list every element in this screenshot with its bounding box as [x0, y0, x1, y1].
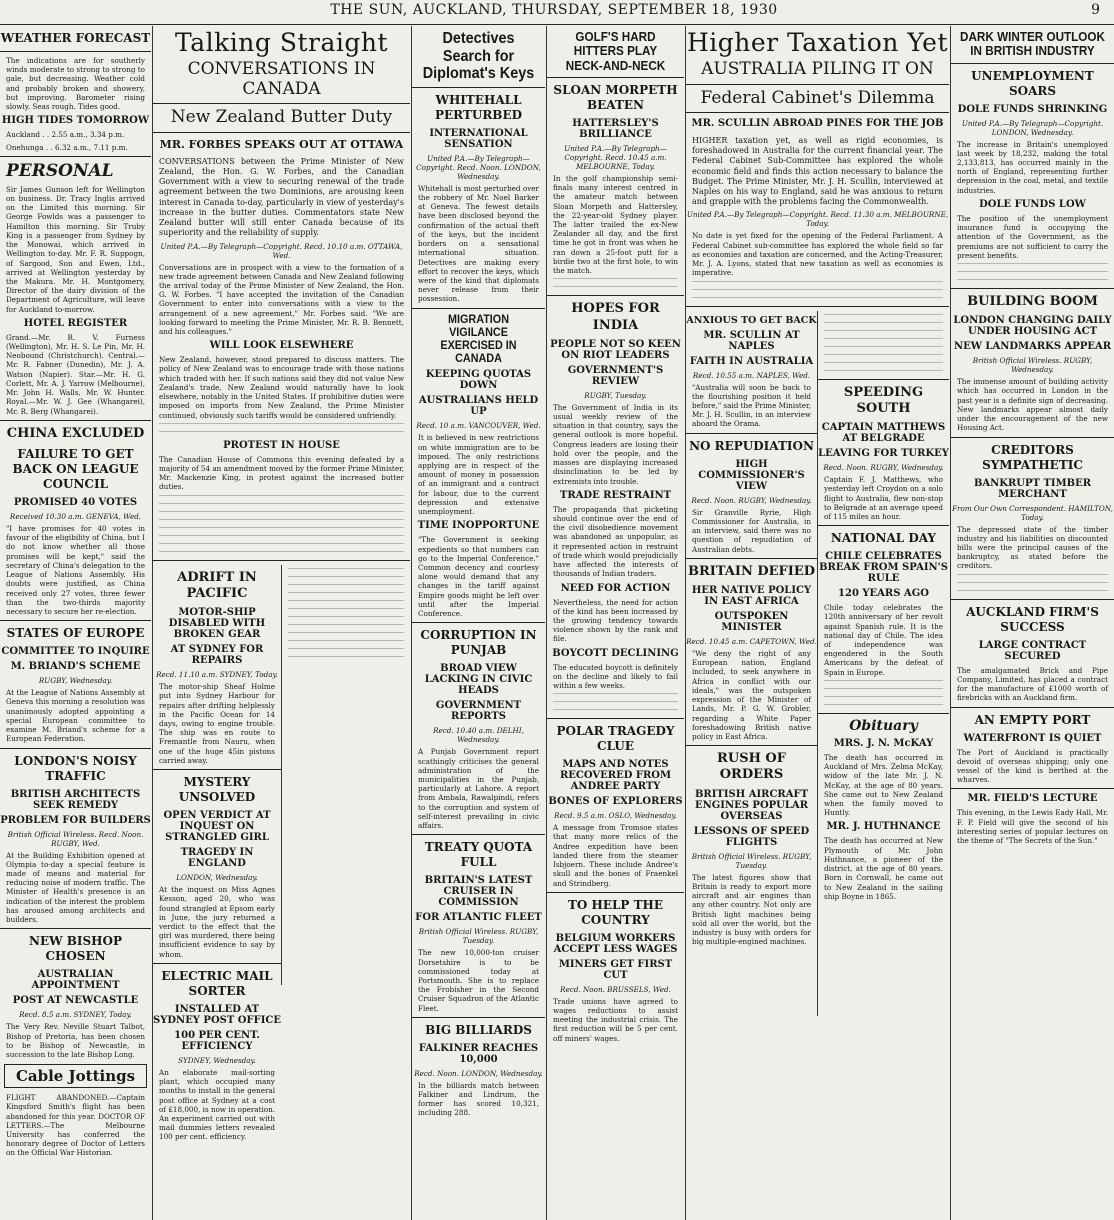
repudiation-body: Sir Granville Ryrie, High Commissioner for Australia, in an interview, said there was no question of repudiation of Australian debts.: [692, 507, 811, 554]
migration-subheading-2: AUSTRALIANS HELD UP: [418, 395, 539, 418]
europe-heading: STATES OF EUROPE: [6, 626, 145, 641]
golf-dateline: United P.A.—By Telegraph—Copyright. Recd. 10.45 a.m. MELBOURNE, Today.: [564, 143, 667, 171]
corruption-subheading-2: GOVERNMENT REPORTS: [435, 700, 522, 723]
treaty-subheading-2: FOR ATLANTIC FLEET: [415, 912, 542, 924]
mail-heading: ELECTRIC MAIL SORTER: [161, 968, 273, 998]
main-headline: Talking Straight: [174, 28, 388, 57]
detectives-headline: Detectives Search for Diplomat's Keys: [422, 30, 535, 83]
naples-subheading-2: FAITH IN AUSTRALIA: [689, 355, 814, 367]
obituary-heading: Obituary: [849, 717, 918, 734]
tides-heading: HIGH TIDES TOMORROW: [1, 115, 150, 127]
creditors-body: The depressed state of the timber industry and his liabilities on discounted bills were the principal causes of the bankruptcy, as stated before the creditors.: [957, 524, 1108, 571]
canada-dateline: United P.A.—By Telegraph—Copyright. Recd. 10.10 a.m. OTTAWA, Wed.: [160, 241, 403, 260]
mail-subheading: INSTALLED AT SYDNEY POST OFFICE: [153, 1003, 281, 1026]
obituary-name-1: MRS. J. N. McKAY: [833, 737, 934, 749]
europe-subheading: COMMITTEE TO INQUIRE: [1, 646, 150, 658]
defied-body: "We deny the right of any European nation, England included, to seek anywhere in Africa in conflict with our ideals," was the outspoken expression of the Minister of Lands, Mr. P. G. W. Grobler, regarding a White Paper foreshadowing British native policy in East Africa.: [692, 649, 811, 741]
bishop-subheading-2: POST AT NEWCASTLE: [12, 995, 139, 1007]
mail-subheading-2: 100 PER CENT. EFFICIENCY: [174, 1029, 260, 1052]
canada-section-heading: WILL LOOK ELSEWHERE: [209, 340, 354, 352]
creditors-heading: CREDITORS SYMPATHETIC: [982, 442, 1083, 472]
traffic-subheading: BRITISH ARCHITECTS SEEK REMEDY: [10, 788, 141, 811]
mystery-dateline: LONDON, Wednesday.: [176, 873, 258, 883]
china-subheading-2: PROMISED 40 VOTES: [13, 497, 138, 509]
lower-right-split: [686, 311, 949, 1016]
winter-dateline: United P.A.—By Telegraph—Copyright. LONDON, Wednesday.: [961, 118, 1104, 137]
europe-dateline: RUGBY, Wednesday.: [38, 676, 113, 686]
india-dateline: RUGBY, Tuesday.: [584, 390, 647, 400]
repudiation-subheading: HIGH COMMISSIONER'S VIEW: [698, 458, 805, 492]
lower-left-a: [153, 565, 282, 1142]
need-heading: NEED FOR ACTION: [560, 582, 671, 594]
treaty-body: The new 10,000-ton cruiser Dorsetshire is to be commissioned today at Portsmouth. She is to replace the Frobisher in the Second Cruiser Squadron of the Atlantic Fleet.: [418, 948, 539, 1013]
masthead-title: THE SUN, AUCKLAND, THURSDAY, SEPTEMBER 18, 1930: [330, 2, 778, 18]
rush-dateline: British Official Wireless. RUGBY, Tuesday.: [691, 851, 812, 870]
main-subheading-3: MR. FORBES SPEAKS OUT AT OTTAWA: [159, 137, 404, 151]
column-3: [412, 26, 545, 1220]
polar-heading: POLAR TRAGEDY CLUE: [556, 724, 675, 754]
boom-subheading-2: NEW LANDMARKS APPEAR: [953, 341, 1112, 353]
naples-body: "Australia will soon be back to the flourishing position it held before," said the Prime Minister, Mr. J. H. Scullin, in an interview aboard the Orama.: [692, 382, 811, 429]
bishop-body: The Very Rev. Neville Stuart Talbot, Bishop of Pretoria, has been chosen to be Bishop of Newcastle, in succession to the late Bishop Long.: [6, 1022, 145, 1059]
migration-heading: MIGRATION VIGILANCE EXERCISED IN CANADA: [440, 311, 517, 366]
boom-heading: BUILDING BOOM: [967, 294, 1098, 309]
taxation-subheading: AUSTRALIA PILING IT ON: [701, 59, 934, 80]
auckland-firm-body: The amalgamated Brick and Pipe Company, Limited, has placed a contract for the manufacture of £1000 worth of firebricks with an Auckland firm.: [957, 665, 1108, 703]
column-4: [547, 26, 684, 1220]
column-5: [686, 26, 949, 1220]
obituary-body-1: The death has occurred in Auckland of Mrs. Zelma McKay, widow of the late Mr. J. N. McKay, at the age of 80 years. She came out to New Zealand when the family moved to Huntly.: [824, 752, 943, 818]
jottings-heading: Cable Jottings: [4, 1064, 147, 1088]
repudiation-heading: NO REPUDIATION: [689, 438, 814, 453]
taxation-body: No date is yet fixed for the opening of the Federal Parliament. A Federal Cabinet sub-committee has explored the whole field so far as economies and taxation are concerned, and the Acting-Treasurer, Mr. J. A. Lyons, stated that new taxation as well as economies is imperative.: [692, 231, 943, 278]
column-6: [951, 26, 1114, 1220]
lecture-body: This evening, in the Lewis Eady Hall, Mr. F. P. Field will give the second of his interesting series of popular lectures on the theme of "The Secrets of the Sun.": [957, 808, 1108, 846]
repudiation-dateline: Recd. Noon. RUGBY, Wednesday.: [691, 495, 812, 505]
defied-subheading-2: OUTSPOKEN MINISTER: [714, 611, 789, 634]
masthead: [0, 0, 1114, 25]
corruption-body: A Punjab Government report scathingly criticises the general administration of the municipalities in the Punjab, particularly at Lahore. A report from Ambala, Rawalpindi, refers to the corruption and system of self-interest prevailing in civic affairs.: [418, 747, 539, 831]
taxation-dateline: United P.A.—By Telegraph—Copyright. Recd. 11.30 a.m. MELBOURNE, Today.: [686, 210, 949, 229]
rush-subheading: BRITISH AIRCRAFT ENGINES POPULAR OVERSEAS: [694, 788, 809, 822]
corruption-subheading: BROAD VIEW LACKING IN CIVIC HEADS: [424, 663, 533, 697]
mystery-subheading: OPEN VERDICT AT INQUEST ON STRANGLED GIRL: [163, 810, 271, 844]
treaty-dateline: British Official Wireless. RUGBY, Tuesday.: [418, 927, 539, 946]
creditors-dateline: From Our Own Correspondent. HAMILTON, Today.: [952, 503, 1113, 522]
mail-dateline: SYDNEY, Wednesday.: [178, 1055, 256, 1065]
trade-heading: TRADE RESTRAINT: [559, 489, 672, 501]
detectives-dateline: United P.A.—By Telegraph—Copyright. Recd. Noon. LONDON, Wednesday.: [416, 153, 541, 181]
india-heading: HOPES FOR INDIA: [571, 301, 660, 333]
need-body: Nevertheless, the need for action of the kind has been increased by the growing tendency towards violence shown by the rank and file.: [553, 597, 678, 644]
hotel-heading: HOTEL REGISTER: [23, 317, 128, 329]
dole-body: The position of the unemployment insurance fund is occupying the attention of the Government, as the premiums are not sufficient to carry the present benefits.: [957, 213, 1108, 260]
lecture-heading: MR. FIELD'S LECTURE: [967, 793, 1098, 805]
adrift-body: The motor-ship Sheaf Holme put into Sydney Harbour for repairs after drifting helplessly in the Pacific Ocean for 14 days, owing to engine trouble. The ship was en route to Fremantle from Nauru, when one of the huge 45in pistons carried away.: [159, 682, 275, 765]
winter-subheading-2: DOLE FUNDS SHRINKING: [957, 103, 1108, 115]
time-body: "The Government is seeking expedients so that numbers can go to the Imperial Conference." Common decency and courtesy alone would demand that any changes in the tariff against Empire goods might be left over until after the Imperial Conference.: [418, 535, 539, 619]
traffic-heading: LONDON'S NOISY TRAFFIC: [14, 753, 137, 783]
rush-body: The latest figures show that Britain is ready to export more aircraft and air engines than any other country. Not only are British light machines being sold all over the world, but the industry is busy with orders for big multiple-engined machines.: [692, 872, 811, 947]
migration-body: It is believed in new restrictions on white immigration are to be imposed. The only restrictions applying are in respect of the amount of money in possession of an immigrant and a contract for labour, due to the current depression and extensive unemployment.: [418, 433, 539, 517]
polar-dateline: Recd. 9.5 a.m. OSLO, Wednesday.: [554, 811, 677, 821]
lower-left-split: [153, 565, 410, 1142]
golf-heading: GOLF'S HARD HITTERS PLAY NECK-AND-NECK: [565, 29, 666, 73]
migration-dateline: Recd. 10 a.m. VANCOUVER, Wed.: [416, 421, 541, 431]
detectives-subheading-2: INTERNATIONAL SENSATION: [429, 127, 528, 150]
port-subheading: WATERFRONT IS QUIET: [963, 732, 1102, 744]
page-number: 9: [1091, 2, 1100, 18]
treaty-heading: TREATY QUOTA FULL: [424, 840, 533, 870]
boom-body: The immense amount of building activity which has occurred in London in the past year is a definite sign of decreasing. New landmarks appear almost daily under the encouragement of the new Housing Act.: [957, 377, 1108, 433]
column-1: [0, 26, 151, 1220]
boycott-body: The educated boycott is definitely on the decline and likely to fail within a few weeks.: [553, 662, 678, 691]
mystery-subheading-2: TRAGEDY IN ENGLAND: [180, 847, 254, 870]
auckland-firm-heading: AUCKLAND FIRM'S SUCCESS: [966, 604, 1099, 634]
china-heading: CHINA EXCLUDED: [6, 425, 145, 441]
protest-body: The Canadian House of Commons this evening defeated by a majority of 54 an amendment moved by the former Prime Minister, Mr. Mackenzie King, in protest against the increased butter duties.: [159, 454, 404, 492]
bishop-dateline: Recd. 8.5 a.m. SYDNEY, Today.: [19, 1010, 132, 1020]
national-heading: NATIONAL DAY: [830, 531, 937, 546]
corruption-dateline: Recd. 10.40 a.m. DELHI, Wednesday.: [433, 726, 524, 745]
winter-subheading: UNEMPLOYMENT SOARS: [971, 68, 1094, 98]
personal-heading: PERSONAL: [6, 160, 114, 181]
canada-body-1: Conversations are in prospect with a view to the formation of a new trade agreement between Canada and New Zealand following the arrival today of the Prime Minister of New Zealand, the Hon. G. W. Forbes. "I have accepted the invitation of the Canadian Government to enter into conversations with a view to the arrangement of a new agreement," Mr. Forbes said. "We are looking forward to meeting the Prime Minister, Mr. R. B. Bennett, and his colleagues.": [159, 262, 404, 337]
winter-body: The increase in Britain's unemployed last week by 18,232, making the total 2,133,813, has occurred mainly in the north of England, representing further depression in the coal, metal, and textile industries.: [957, 139, 1108, 195]
national-body: Chile today celebrates the 120th anniversary of her revolt against Spanish rule. It is the national day of Chile. The idea of independence was engendered in the South Americans by the defeat of Spain in Europe.: [824, 603, 943, 677]
speed-subheading-2: LEAVING FOR TURKEY: [818, 448, 949, 460]
adrift-dateline: Recd. 11.10 a.m. SYDNEY, Today.: [156, 670, 278, 680]
help-heading: TO HELP THE COUNTRY: [567, 897, 664, 927]
national-subheading-2: 120 YEARS AGO: [838, 588, 929, 600]
detectives-subheading: WHITEHALL PERTURBED: [435, 92, 522, 122]
corruption-heading: CORRUPTION IN PUNJAB: [420, 628, 537, 658]
traffic-subheading-2: PROBLEM FOR BUILDERS: [0, 814, 151, 826]
mail-body: An elaborate mail-sorting plant, which occupied many months to install in the general post office at Sydney at a cost of £18,000, is now in operation. An experiment carried out with mail dummies letters revealed 100 per cent. efficiency.: [159, 1067, 275, 1142]
bishop-heading: NEW BISHOP CHOSEN: [28, 934, 122, 964]
speed-subheading: CAPTAIN MATTHEWS AT BELGRADE: [821, 422, 946, 445]
lower-right-b: [818, 311, 949, 1016]
china-subheading: FAILURE TO GET BACK ON LEAGUE COUNCIL: [12, 447, 139, 492]
obituary-name-2: MR. J. HUTHNANCE: [826, 821, 941, 833]
obituary-body-2: The death has occurred at New Plymouth of Mr. John Huthnance, a pioneer of the district, at the age of 80 years. Born in Cornwall, he came out to New Zealand in the sailing ship Boyne in 1865.: [824, 836, 943, 901]
column-2: [153, 26, 410, 1220]
bishop-subheading: AUSTRALIAN APPOINTMENT: [31, 969, 120, 992]
national-subheading: CHILE CELEBRATES BREAK FROM SPAIN'S RULE: [819, 551, 948, 585]
polar-subheading-2: BONES OF EXPLORERS: [548, 796, 683, 808]
help-subheading: BELGIUM WORKERS ACCEPT LESS WAGES: [553, 932, 678, 955]
lower-left-b: [282, 565, 410, 985]
naples-subheading: MR. SCULLIN AT NAPLES: [703, 329, 800, 352]
europe-subheading-2: M. BRIAND'S SCHEME: [10, 661, 141, 673]
naples-heading: ANXIOUS TO GET BACK: [686, 314, 817, 326]
treaty-subheading: BRITAIN'S LATEST CRUISER IN COMMISSION: [424, 875, 533, 909]
hotel-body: Grand.—Mr. R. V. Furness (Wellington), Mr. H. S. Le Pin, Mr. H. Neobound (Christchurch). Central.—Mr. R. Fabner (Dunedin), Mr. J. A. Watson (Napier). Star.—Mr. H. G. Corlett, Mr. A. J. Yarrow (Melbourne), Mr. John H. Walls, Mr. W. Hunter. Royal.—Mr. W. J. Gee (Whangarei), Mr. R. Berg (Whangarei).: [6, 332, 145, 416]
help-dateline: Recd. Noon. BRUSSELS, Wed.: [560, 984, 671, 994]
help-body: Trade unions have agreed to wages reductions to assist meeting the industrial crisis. The first reduction will be 5 per cent. off miners' wages.: [553, 996, 678, 1043]
polar-subheading: MAPS AND NOTES RECOVERED FROM ANDREE PARTY: [559, 759, 672, 793]
help-subheading-2: MINERS GET FIRST CUT: [558, 958, 673, 981]
detectives-body: Whitehall is most perturbed over the robbery of Mr. Noel Barker at Geneva. The fewest details have been disclosed beyond the confirmation of the actual theft of the keys, but the incident borders on a sensational international situation. Detectives are making every effort to recover the keys, which were of the kind that diplomats never release from their possession.: [418, 183, 539, 304]
port-body: The Port of Auckland is practically devoid of overseas shipping; only one vessel of the kind is berthed at the wharves.: [957, 747, 1108, 785]
tides-line-2: Onehunga . . 6.32 a.m., 7.11 p.m.: [6, 142, 128, 152]
defied-dateline: Recd. 10.45 a.m. CAPETOWN, Wed.: [686, 637, 817, 647]
boycott-heading: BOYCOTT DECLINING: [552, 647, 679, 659]
india-subheading-2: GOVERNMENT'S REVIEW: [567, 364, 664, 387]
traffic-dateline: British Official Wireless. Recd. Noon. RUGBY, Wed.: [7, 829, 144, 848]
weather-heading: WEATHER FORECAST: [0, 31, 151, 45]
port-heading: AN EMPTY PORT: [974, 712, 1091, 727]
canada-lead: CONVERSATIONS between the Prime Minister of New Zealand, the Hon. G. W. Forbes, and the Canadian Government with a view to securing renewal of the trade agreement between the two Dominions, are arousing keen interest in Canada to-day, particularly in view of yesterday's increase in the butter duties. Commentators state New Zealand butter will still enter Canada because of its superiority and the reliability of supply.: [159, 156, 404, 238]
speed-heading: SPEEDING SOUTH: [843, 384, 924, 416]
tides-line-1: Auckland . . 2.55 a.m., 3.34 p.m.: [6, 130, 125, 140]
taxation-headline: Higher Taxation Yet: [686, 28, 949, 57]
golf-subheading: SLOAN MORPETH BEATEN: [553, 82, 678, 112]
india-body: The Government of India in its usual weekly review of the situation in that country, says the general outlook is more hopeful. Congress leaders are losing their hold over the people, and the masses are displaying increased disinclination to be led by extremists into trouble.: [553, 402, 678, 486]
mystery-heading: MYSTERY UNSOLVED: [178, 775, 256, 805]
polar-body: A message from Tromsoe states that many more relics of the Andree expedition have been landed there from the steamer Isbjoern. These include Andree's skull and the bones of Fraenkel and Strindberg.: [553, 823, 678, 888]
speed-body: Captain F. J. Matthews, who yesterday left Croydon on a solo flight to Australia, flew non-stop to Belgrade at an average speed of 115 miles an hour.: [824, 475, 943, 521]
migration-subheading: KEEPING QUOTAS DOWN: [425, 369, 532, 392]
billiards-dateline: Recd. Noon. LONDON, Wednesday.: [414, 1068, 543, 1078]
billiards-subheading: FALKINER REACHES 10,000: [418, 1042, 539, 1065]
rush-heading: RUSH OF ORDERS: [717, 751, 786, 783]
defied-subheading: HER NATIVE POLICY IN EAST AFRICA: [691, 585, 812, 608]
adrift-heading: ADRIFT IN PACIFIC: [177, 569, 257, 601]
mystery-body: At the inquest on Miss Agnes Kesson, aged 20, who was found strangled at Epsom early in June, the jury returned a verdict to the effect that the girl was murdered, there being insufficient evidence to say by whom.: [159, 885, 275, 959]
boom-subheading: LONDON CHANGING DAILY UNDER HOUSING ACT: [953, 315, 1112, 338]
winter-headline: DARK WINTER OUTLOOK IN BRITISH INDUSTRY: [960, 29, 1105, 59]
main-subheading: CONVERSATIONS IN CANADA: [187, 59, 376, 99]
taxation-lead: HIGHER taxation yet, as well as rigid economies, is foreshadowed in Australia for the current financial year. The Federal Cabinet Sub-Committee has explored the whole economic field and finds this action necessary to balance the Budget. The Prime Minister, Mr. J. H. Scullin, interviewed at Naples on his way to England, said he was anxious to return and grapple with the problems facing the Commonwealth.: [692, 135, 943, 207]
china-dateline: Received 10.30 a.m. GENEVA, Wed.: [9, 512, 142, 522]
golf-subheading-2: HATTERSLEY'S BRILLIANCE: [572, 117, 659, 140]
lower-right-a: [686, 311, 818, 1016]
creditors-subheading: BANKRUPT TIMBER MERCHANT: [973, 477, 1092, 500]
taxation-subheading-2: Federal Cabinet's Dilemma: [700, 87, 935, 108]
boom-dateline: British Official Wireless. RUGBY, Wednesday.: [972, 356, 1093, 375]
china-body: "I have promises for 40 votes in favour of the eligibility of China, but I do not know whether all those promises will be kept," said the secretary of China's delegation to the League of Nations Assembly. His doubts were justified, as China received only 27 votes, three fewer than the two-thirds majority necessary to secure her re-election.: [6, 524, 145, 616]
naples-dateline: Recd. 10.55 a.m. NAPLES, Wed.: [692, 370, 811, 380]
traffic-body: At the Building Exhibition opened at Olympia to-day a special feature is made of means and material for reducing noise of modern traffic. The Minister of Health's presence is an indication of the interest the problem has aroused among architects and builders.: [6, 850, 145, 925]
trade-body: The propaganda that picketing should continue over the end of the civil disobedience movement was abandoned as unpopular, as it represented action in restraint of trade which would prejudicially have affected the interests of thousands of Indian traders.: [553, 504, 678, 579]
billiards-body: In the billiards match between Falkiner and Lindrum, the former has scored 10,321, including 288.: [418, 1080, 539, 1118]
protest-heading: PROTEST IN HOUSE: [223, 439, 340, 451]
defied-heading: BRITAIN DEFIED: [687, 563, 816, 579]
adrift-subheading: MOTOR-SHIP DISABLED WITH BROKEN GEAR: [168, 607, 266, 641]
time-heading: TIME INOPPORTUNE: [417, 520, 540, 532]
taxation-subheading-3: MR. SCULLIN ABROAD PINES FOR THE JOB: [691, 118, 944, 130]
europe-body: At the League of Nations Assembly at Geneva this morning a resolution was unanimously adopted appointing a special European committee to examine M. Briand's scheme for a European Federation.: [6, 688, 145, 744]
canada-body-2: New Zealand, however, stood prepared to discuss matters. The policy of New Zealand was to encourage trade with those nations which traded with her. If such nations said they did not value New Zealand's trade, New Zealand would naturally have to look elsewhere, notably in the United States. If prohibitive duties were imposed on imports from New Zealand, the Prime Minister continued, obviously such tariffs would be considered unfriendly.: [159, 355, 404, 420]
rush-subheading-2: LESSONS OF SPEED FLIGHTS: [693, 825, 810, 848]
weather-body: The indications are for southerly winds moderate to strong to strong to gale, but decreasing. Weather cold and probably broken and showery, but improving. Barometer rising slowly. Seas rough. Tides good.: [6, 56, 145, 112]
dole-heading: DOLE FUNDS LOW: [979, 198, 1086, 210]
jottings-body: FLIGHT ABANDONED.—Captain Kingsford Smith's flight has been abandoned for this year. DOCTOR OF LETTERS.—The Melbourne University has conferred the honorary degree of Doctor of Letters on the Official War Historian.: [6, 1093, 145, 1158]
india-subheading: PEOPLE NOT SO KEEN ON RIOT LEADERS: [550, 338, 681, 361]
main-subheading-2: New Zealand Butter Duty: [170, 107, 393, 128]
golf-body: In the golf championship semi-finals many interest centred in the amateur match between Sloan Morpeth and Hattersley, the 22-year-old Sydney player. The latter trailed the ex-New Zealander all day, and the first time he got in front was when he ran down a 25-foot putt for a birdie two at the first hole, to win the match.: [553, 173, 678, 276]
auckland-firm-subheading: LARGE CONTRACT SECURED: [978, 639, 1087, 662]
adrift-subheading-2: AT SYDNEY FOR REPAIRS: [170, 644, 264, 667]
speed-dateline: Recd. Noon. RUGBY, Wednesday.: [823, 463, 944, 473]
personal-body: Sir James Gunson left for Wellington on business. Dr. Tracy Inglis arrived on the Limited this morning. Sir George Fowlds was a passenger to Hamilton this morning. Sir Truby King is a passenger from Sydney by the Monowai, which arrived in Wellington to-day. Mr. F. R. Suppogn, of Sargood, Son and Ewen, Ltd., arrived at Wellington yesterday by the Makura. Mr. H. Montgomery, Director of the dairy division of the Department of Agriculture, will leave for Auckland to-morrow.: [6, 184, 145, 314]
billiards-heading: BIG BILLIARDS: [425, 1022, 532, 1037]
